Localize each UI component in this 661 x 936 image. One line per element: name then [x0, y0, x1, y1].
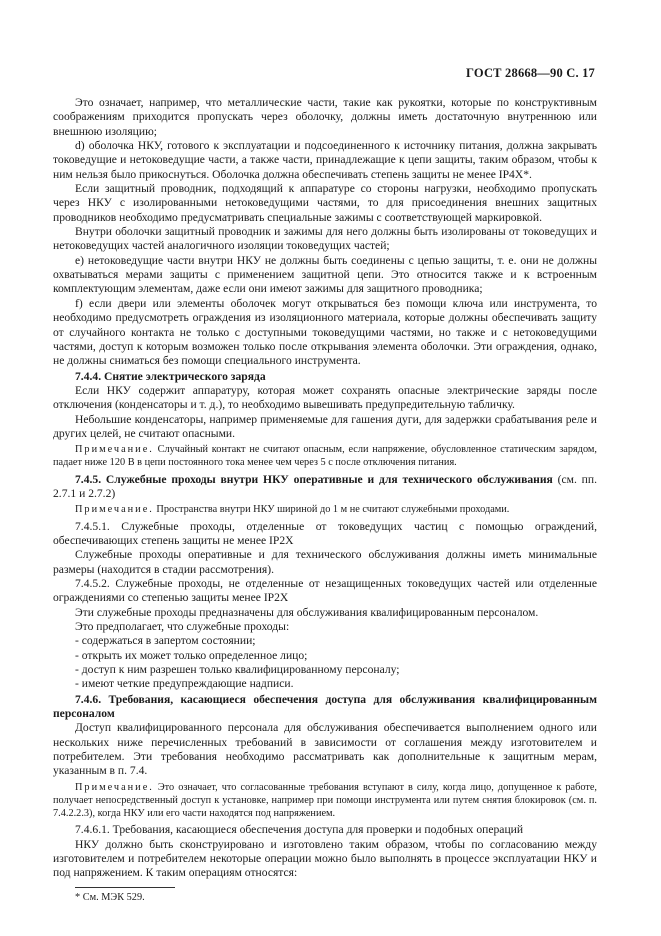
note-paragraph [53, 503, 597, 516]
body-paragraph: 7.4.6.1. Требования, касающиеся обеспечения доступа для проверки и подобных операций [75, 823, 524, 837]
body-paragraph: - имеют четкие предупреждающие надписи. [75, 677, 294, 691]
body-paragraph: - открыть их может только определенное лицо; [75, 648, 308, 662]
note-paragraph [53, 781, 597, 821]
body-paragraph: d) оболочка НКУ, готового к эксплуатации и подсоединенного к источнику питания, должна закрывать токоведущие и нетоковедущие части, а также части, принадлежащие к цепи защиты, таким образом, чтобы к ним нельзя было прикоснуться. Оболочка должна обеспечивать степень защиты не менее IP4X*. [53, 139, 597, 181]
note-text: Пространства внутри НКУ шириной до 1 м не считают служебными проходами. [153, 504, 510, 516]
note-text: Это означает, что согласованные требования вступают в силу, когда лицо, допущенное к работе, получает непосредственный доступ к установке, например при помощи инструмента или путем снятия блокировок (см. п. 7.4.2.2.3), когда НКУ или его части находятся под напряжением. [53, 781, 597, 820]
body-paragraph: Если защитный проводник, подходящий к аппаратуре со стороны нагрузки, необходимо пропускать через НКУ с изолированными нетоковедущими частями, то для присоединения внешних защитных проводников необходимо предусматривать специальные зажимы с соответствующей маркировкой. [53, 182, 597, 224]
body-paragraph: f) если двери или элементы оболочек могут открываться без помощи ключа или инструмента, то необходимо предусмотреть ограждения из изоляционного материала, которые должны обеспечивать защиту от случайного контакта не только с доступными токоведущими частями, но также и с нетоковедущими частями, доступ к которым возможен только после открывания элемента оболочки. Эти ограждения, однако, не должны сниматься без помощи специального инструмента. [53, 296, 597, 368]
footnote-divider [75, 887, 175, 888]
document-body [53, 96, 597, 905]
body-paragraph: 7.4.5.1. Служебные проходы, отделенные от токоведущих частиц с помощью ограждений, обеспечивающих степень защиты не менее IP2X [53, 519, 597, 547]
body-paragraph: 7.4.5.2. Служебные проходы, не отделенные от незащищенных токоведущих частей или отделенные ограждениями со степенью защиты менее IP2X [53, 576, 597, 605]
body-paragraph: Это предполагает, что служебные проходы: [75, 619, 290, 633]
body-paragraph: - доступ к ним разрешен только квалифицированному персоналу; [75, 662, 400, 676]
note-label: Примечание. [75, 444, 154, 456]
note-label: Примечание. [75, 504, 154, 516]
note-text: Случайный контакт не считают опасным, если напряжение, обусловленное статическим зарядом, падает ниже 120 В в цепи постоянного тока менее чем через 5 с после отключения питания. [53, 444, 597, 469]
body-paragraph: Служебные проходы оперативные и для технического обслуживания должны иметь минимальные размеры (находится в стадии рассмотрения). [53, 548, 597, 576]
body-paragraph: Эти служебные проходы предназначены для обслуживания квалифицированным персоналом. [75, 605, 539, 619]
body-paragraph: - содержаться в запертом состоянии; [75, 634, 256, 648]
body-paragraph: Это означает, например, что металлические части, такие как рукоятки, которые по конструктивным соображениям приходится пропускать через оболочку, должны иметь достаточную внутреннюю или внешнюю изоляцию; [53, 96, 597, 138]
body-paragraph: НКУ должно быть сконструировано и изготовлено таким образом, чтобы по согласованию между изготовителем и потребителем некоторые операции можно было выполнять в процессе эксплуатации НКУ и под напряжением. К таким операциям относятся: [53, 837, 597, 880]
body-paragraph: Внутри оболочки защитный проводник и зажимы для него должны быть изолированы от токоведущих и нетоковедущих частей аналогичного изоляции токоведущих частей; [53, 225, 597, 253]
page-header: ГОСТ 28668—90 С. 17 [466, 66, 595, 80]
section-heading-text: 7.4.5. Служебные проходы внутри НКУ оперативные и для технического обслуживания [75, 472, 553, 486]
body-paragraph: Доступ квалифицированного персонала для обслуживания обеспечивается выполнением одного или нескольких ниже перечисленных требований в зависимости от соглашения между изготовителем и потребителем. Эти требования необходимо рассматривать как дополнительные к защитным мерам, указанным в п. 7.4. [53, 721, 597, 778]
section-reference: (см. пп. 2.7.1 и 2.7.2) [53, 472, 597, 500]
section-heading: 7.4.6. Требования, касающиеся обеспечения доступа для обслуживания квалифицированным персоналом [53, 692, 597, 721]
body-paragraph: Если НКУ содержит аппаратуру, которая может сохранять опасные электрические заряды после отключения (конденсаторы и т. д.), то необходимо вывешивать предупредительную табличку. [53, 383, 597, 412]
body-paragraph: Небольшие конденсаторы, например применяемые для гашения дуги, для задержки срабатывания реле и других целей, не считают опасными. [53, 412, 597, 440]
body-paragraph: e) нетоковедущие части внутри НКУ не должны быть соединены с цепью защиты, т. е. они не должны охватываться мерами защиты с применением защитной цепи. Это относится также и к встроенным комплектующим элементам, даже если они имеют зажимы для защитного проводника; [53, 253, 597, 296]
section-heading [53, 473, 597, 502]
note-paragraph [53, 443, 597, 469]
section-heading: 7.4.4. Снятие электрического заряда [75, 369, 266, 383]
note-label: Примечание. [75, 781, 154, 793]
footnote: * См. МЭК 529. [75, 891, 145, 903]
